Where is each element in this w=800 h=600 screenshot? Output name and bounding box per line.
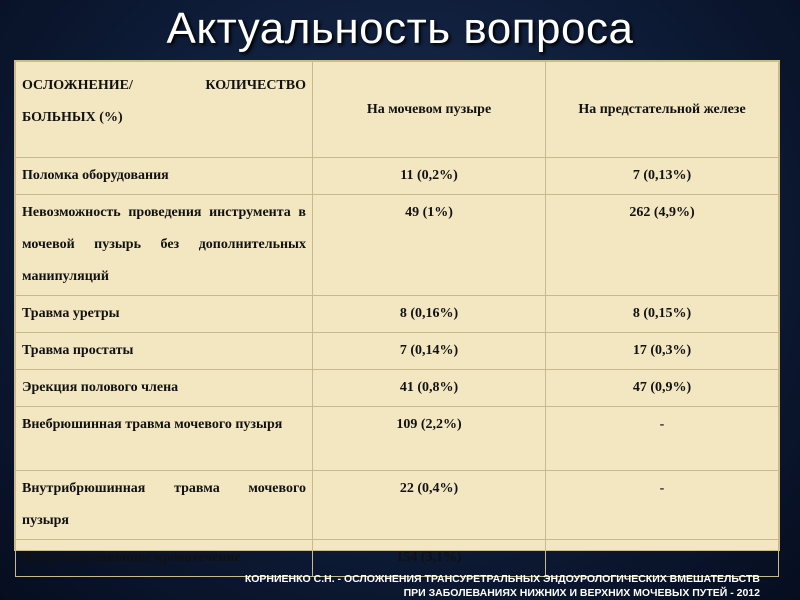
complications-table-container bbox=[14, 60, 780, 565]
row-prostate-value: 17 (0,3%) bbox=[546, 333, 779, 370]
row-label: Внутрибрюшинная травма мочевого пузыря bbox=[16, 471, 313, 540]
footer-line-1: КОРНИЕНКО С.Н. - ОСЛОЖНЕНИЯ ТРАНСУРЕТРАЛЬНЫХ ЭНДОУРОЛОГИЧЕСКИХ ВМЕШАТЕЛЬСТВ bbox=[244, 573, 760, 585]
header-prostate: На предстательной железе bbox=[546, 62, 779, 158]
table-header-row bbox=[16, 62, 779, 158]
row-label: Невозможность проведения инструмента в мочевой пузырь без дополнительных манипуляций bbox=[16, 195, 313, 296]
row-label: Поломка оборудования bbox=[16, 158, 313, 195]
row-prostate-value: 262 (4,9%) bbox=[546, 195, 779, 296]
table-row bbox=[16, 158, 779, 195]
table-row bbox=[16, 296, 779, 333]
row-label: Интраоперационное кровотечение bbox=[16, 540, 313, 577]
table-row bbox=[16, 333, 779, 370]
slide-title: Актуальность вопроса bbox=[166, 4, 634, 53]
table-row bbox=[16, 195, 779, 296]
table-row bbox=[16, 471, 779, 540]
row-bladder-value: 109 (2,2%) bbox=[313, 407, 546, 471]
slide-footer bbox=[60, 572, 760, 600]
row-prostate-value: - bbox=[546, 407, 779, 471]
complications-table bbox=[15, 61, 779, 577]
table-row bbox=[16, 370, 779, 407]
row-bladder-value: 8 (0,16%) bbox=[313, 296, 546, 333]
row-prostate-value: - bbox=[546, 471, 779, 540]
row-prostate-value: - bbox=[546, 540, 779, 577]
row-bladder-value: 41 (0,8%) bbox=[313, 370, 546, 407]
row-bladder-value: 49 (1%) bbox=[313, 195, 546, 296]
row-bladder-value: 7 (0,14%) bbox=[313, 333, 546, 370]
header-complication: ОСЛОЖНЕНИЕ/ КОЛИЧЕСТВО БОЛЬНЫХ (%) bbox=[16, 62, 313, 158]
row-bladder-value: 22 (0,4%) bbox=[313, 471, 546, 540]
row-label: Травма уретры bbox=[16, 296, 313, 333]
row-bladder-value: 11 (0,2%) bbox=[313, 158, 546, 195]
row-prostate-value: 8 (0,15%) bbox=[546, 296, 779, 333]
row-label: Травма простаты bbox=[16, 333, 313, 370]
row-prostate-value: 7 (0,13%) bbox=[546, 158, 779, 195]
row-prostate-value: 47 (0,9%) bbox=[546, 370, 779, 407]
row-label: Эрекция полового члена bbox=[16, 370, 313, 407]
header-bladder: На мочевом пузыре bbox=[313, 62, 546, 158]
table-row bbox=[16, 407, 779, 471]
row-label: Внебрюшинная травма мочевого пузыря bbox=[16, 407, 313, 471]
footer-line-2: ПРИ ЗАБОЛЕВАНИЯХ НИЖНИХ И ВЕРХНИХ МОЧЕВЫХ ПУТЕЙ - 2012 bbox=[403, 587, 760, 599]
table-row bbox=[16, 540, 779, 577]
row-bladder-value: 154 (3,1%) bbox=[313, 540, 546, 577]
